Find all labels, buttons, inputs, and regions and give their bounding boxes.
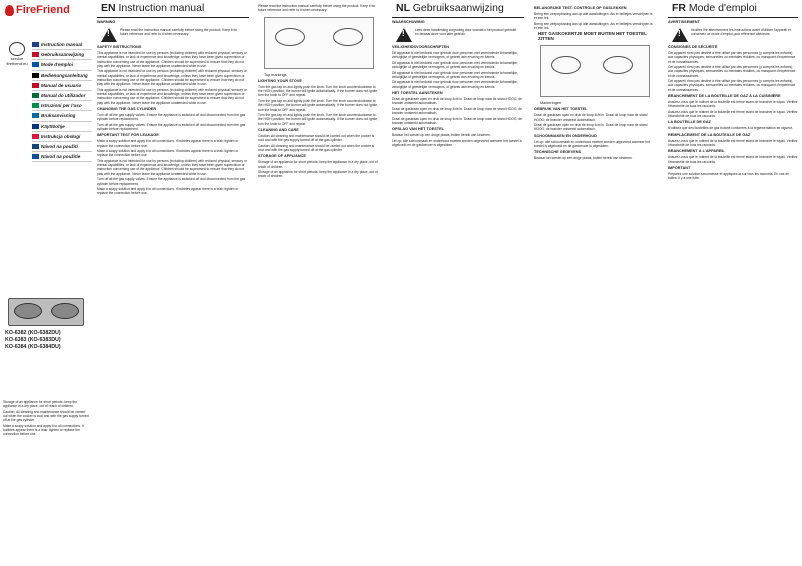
flag-icon xyxy=(32,144,39,149)
paragraph: Draai de gaskraan open en druk de knop licht in. Draai de knop naar de stand HOOG; de brander ontsteekt automatisch. xyxy=(392,106,522,116)
section-title xyxy=(97,0,249,18)
paragraph: Assurez-vous que le robinet de la bouteille est fermé avant de brancher le tuyau. Vérifiez l'étanchéité de tous les raccords. xyxy=(668,109,798,119)
paragraph: Please read the instruction manual carefully before using the product. Keep it for future reference and refer to it when necessary. xyxy=(258,4,376,13)
heading: WARNING xyxy=(97,20,116,24)
manual-language-label: Käyttöohje xyxy=(41,123,65,129)
heading: BELANGRIJKE TEST: CONTROLE OP GASLEKKEN xyxy=(534,6,627,10)
paragraph: Draai de gaskraan open en druk de knop licht in. Draai de knop naar de stand HOOG; de brander ontsteekt automatisch. xyxy=(392,116,522,125)
paragraph: This appliance is not intended for use by persons (including children) with reduced physical, sensory or mental capabilities, or lack of experience and knowledge, unless they have been given supervision or instruction concerning use of the appliance. Children should be supervised to ensure that they do not play with the appliance. Never leave the appliance unattended while in use. xyxy=(97,87,247,105)
legal-text: Caution: All cleaning and maintenance should be carried out when the cooker is cool and with the gas supply turned off at the gas cylinder. xyxy=(3,409,89,423)
paragraph: Let op: alle schoonmaak en onderhoud moeten worden uitgevoerd wanneer het toestel is afgekoeld en de gastoevoer is afgesloten. xyxy=(392,138,522,147)
paragraph: Make a soapy solution and apply it to all connections. If bubbles appear there is a leak: tighten or replace the connection before use. xyxy=(97,149,239,158)
manual-language-item xyxy=(32,152,92,162)
heading: CONSIGNES DE SÉCURITÉ xyxy=(668,45,718,49)
paragraph: Assurez-vous que le robinet de la bouteille est fermé avant de brancher le tuyau. Vérifiez l'étanchéité de tous les raccords. xyxy=(668,155,798,164)
burner-shape xyxy=(275,28,305,46)
paragraph: Draai de gaskraan open en druk de knop licht in. Draai de knop naar de stand HOOG; de brander ontsteekt automatisch. xyxy=(534,123,648,132)
french-section xyxy=(664,0,802,566)
paragraph: Préparez une solution savonneuse et appliquez-la sur tous les raccords. En cas de bulles, il y a une fuite. xyxy=(668,171,789,181)
flag-icon xyxy=(32,113,39,118)
paragraph: This appliance is not intended for use by persons (including children) with reduced physical, sensory or mental capabilities, or lack of experience and knowledge, unless they have been given supervision or instruction concerning use of the appliance. Children should be supervised to ensure that they do not play with the appliance. Never leave the appliance unattended while in use. xyxy=(97,69,247,87)
manual-language-item xyxy=(32,111,92,121)
warning-icon xyxy=(101,28,117,42)
paragraph: Make a soapy solution and apply it to all connections. If bubbles appear there is a leak: tighten or replace the connection before use. xyxy=(97,139,239,148)
paragraph: Storage of an appliance for short periods: keep the appliance in a dry place, out of reach of children. xyxy=(258,170,378,179)
flag-icon xyxy=(32,134,39,139)
paragraph: Turn off all the gas supply valves. Ensure the appliance is switched off and disconnected from the gas cylinder before replacement. xyxy=(97,112,246,122)
service-url: firefriend.eu xyxy=(6,60,28,66)
heading: WAARSCHUWING xyxy=(392,20,425,24)
english-section-continued xyxy=(254,0,384,566)
manual-language-item xyxy=(32,40,92,50)
paragraph: N'utilisez que des bouteilles de gaz butane conformes à la réglementation en vigueur. xyxy=(668,126,793,131)
burner-shape xyxy=(603,56,633,74)
manual-language-label: Manual do utilizador xyxy=(41,93,86,99)
cartridge-diagram xyxy=(540,45,650,97)
figure-label: Markeringen xyxy=(540,100,562,105)
warning-icon xyxy=(672,28,688,42)
paragraph: Dit apparaat is niet bedoeld voor gebruik door personen met verminderde lichamelijke, zintuiglijke of geestelijke vermogens, of gebrek aan ervaring en kennis. xyxy=(392,51,518,60)
model-item: KO-6384 (KO-6384DU) xyxy=(5,344,61,350)
heading: BRANCHEMENT DE LA BOUTEILLE DE GAZ À LA CUISINIÈRE xyxy=(668,94,781,99)
manual-language-item xyxy=(32,81,92,91)
heading: IMPORTANT TEST FOR LEAKAGE xyxy=(97,133,159,138)
legal-notes xyxy=(3,400,89,438)
manual-language-list xyxy=(32,40,92,162)
paragraph: Draai de gaskraan open en druk de knop licht in. Draai de knop naar de stand HOOG; de brander ontsteekt automatisch. xyxy=(534,113,648,122)
paragraph: Turn off all the gas supply valves. Ensure the appliance is switched off and disconnected from the gas cylinder before replacement. xyxy=(97,122,246,132)
heading: SAFETY INSTRUCTIONS xyxy=(97,45,142,49)
paragraph: Draai de gaskraan open en druk de knop licht in. Draai de knop naar de stand HOOG; de brander ontsteekt automatisch. xyxy=(392,96,522,106)
manual-language-item xyxy=(32,142,92,152)
manual-language-label: Mode d'emploi xyxy=(41,62,73,68)
heading: SCHOONMAKEN EN ONDERHOUD xyxy=(534,133,597,138)
heading: IMPORTANT xyxy=(668,165,691,170)
heading: AVERTISSEMENT xyxy=(668,20,700,24)
paragraph: Cet appareil n'est pas destiné à être utilisé par des personnes (y compris les enfants) aux capacités physiques, sensorielles ou mentales réduites, ou manquant d'expérience et de connaissances. xyxy=(668,51,796,64)
section-title xyxy=(668,0,798,18)
flag-icon xyxy=(32,52,39,57)
heading: OPSLAG VAN HET TOESTEL xyxy=(392,127,444,132)
flag-icon xyxy=(32,83,39,88)
brand-logo xyxy=(5,4,70,16)
stove-diagram xyxy=(264,17,374,69)
manual-language-item xyxy=(32,71,92,81)
heading: STORAGE OF APPLIANCE xyxy=(258,154,306,159)
service-label: service xyxy=(10,56,24,61)
flag-icon xyxy=(32,62,39,67)
flag-icon xyxy=(32,93,39,98)
flag-icon xyxy=(32,73,39,78)
warning-text: Lees deze handleiding zorgvuldig door voordat u het product gebruikt en bewaar deze voor later gebruik. xyxy=(415,28,517,37)
heading: VEILIGHEIDSVOORSCHRIFTEN xyxy=(392,45,449,49)
paragraph: Caution: All cleaning and maintenance should be carried out when the cooker is cool and with the gas supply turned off at the gas cylinder. xyxy=(258,133,375,143)
heading: CHANGING THE GAS CYLINDER xyxy=(97,106,157,111)
flag-icon xyxy=(32,103,39,108)
paragraph: Dit apparaat is niet bedoeld voor gebruik door personen met verminderde lichamelijke, zintuiglijke of geestelijke vermogens, of gebrek aan ervaring en kennis. xyxy=(392,70,518,79)
paragraph: Cet appareil n'est pas destiné à être utilisé par des personnes (y compris les enfants) aux capacités physiques, sensorielles ou mentales réduites, ou manquant d'expérience et de connaissances. xyxy=(668,65,796,78)
paragraph: Assurez-vous que le robinet de la bouteille est fermé avant de brancher le tuyau. Vérifiez l'étanchéité de tous les raccords. xyxy=(668,100,798,109)
burner-shape xyxy=(551,56,581,74)
manual-language-label: Instrukcja obsługi xyxy=(41,133,81,139)
section-title xyxy=(392,0,524,18)
heading: LA BOUTEILLE DE GAZ xyxy=(668,120,711,125)
english-section xyxy=(93,0,253,566)
model-item: KO-6383 (KO-6383DU) xyxy=(5,337,61,343)
manual-language-label: Instruction manual xyxy=(41,42,83,48)
cover-column xyxy=(0,0,93,566)
flag-icon xyxy=(32,154,39,159)
paragraph: Bewaar het toestel op een droge plaats, buiten bereik van kinderen. xyxy=(392,133,491,138)
flag-icon xyxy=(32,124,39,129)
paragraph: Turn off all the gas supply valves. Ensure the appliance is switched off and disconnected from the gas cylinder before replacement. xyxy=(97,177,246,186)
paragraph: Breng een zeepoplossing aan op alle aansluitingen. Als er belletjes verschijnen is er een lek. xyxy=(534,21,653,31)
manual-language-item xyxy=(32,60,92,70)
paragraph: Caution: All cleaning and maintenance should be carried out when the cooker is cool and with the gas supply turned off at the gas cylinder. xyxy=(258,143,375,153)
lang-code: FR xyxy=(672,2,686,14)
note: HET GASKOKERTJE MOET BUITEN HET TOESTEL ZITTEN xyxy=(538,31,647,41)
heading: LIGHTING YOUR STOVE xyxy=(258,78,302,83)
legal-text: Make a soapy solution and apply it to all connections. If bubbles appear there is a leak: tighten or replace the connection before use. xyxy=(3,423,84,437)
section-title-text: Mode d'emploi xyxy=(688,2,757,14)
flame-icon xyxy=(5,5,14,16)
manual-language-label: Bruksanvisning xyxy=(41,113,76,119)
figure-label: Top markings xyxy=(264,72,287,77)
warning-text: Please read the instruction manual carefully before using the product. Keep it for future reference and refer to it when necessary. xyxy=(120,28,238,37)
paragraph: Assurez-vous que le robinet de la bouteille est fermé avant de brancher le tuyau. Vérifiez l'étanchéité de tous les raccords. xyxy=(668,138,798,148)
section-title-text: Gebruiksaanwijzing xyxy=(412,2,504,14)
stove-illustration xyxy=(8,298,84,326)
dutch-section-continued xyxy=(530,0,660,566)
paragraph: This appliance is not intended for use by persons (including children) with reduced physical, sensory or mental capabilities, or lack of experience and knowledge, unless they have been given supervision or instruction concerning use of the appliance. Children should be supervised to ensure that they do not play with the appliance. Never leave the appliance unattended while in use. xyxy=(97,158,247,176)
service-badge xyxy=(4,42,30,66)
paragraph: Storage of an appliance for short periods: keep the appliance in a dry place, out of reach of children. xyxy=(258,160,378,169)
manual-language-label: Návod na použitie xyxy=(41,154,81,160)
burner-shape xyxy=(333,28,363,46)
heading: TECHNISCHE GEGEVENS xyxy=(534,150,582,155)
manual-language-label: Bedienungsanleitung xyxy=(41,72,88,78)
paragraph: Dit apparaat is niet bedoeld voor gebruik door personen met verminderde lichamelijke, zintuiglijke of geestelijke vermogens, of gebrek aan ervaring en kennis. xyxy=(392,60,518,70)
paragraph: Let op: alle schoonmaak en onderhoud moeten worden uitgevoerd wanneer het toestel is afgekoeld en de gastoevoer is afgesloten. xyxy=(534,139,651,148)
manual-language-item xyxy=(32,101,92,111)
lang-code: NL xyxy=(396,2,410,14)
legal-text: Storage of an appliance for short periods: keep the appliance in a dry place, out of reach of children. xyxy=(3,400,78,409)
manual-language-label: Istruzioni per l'uso xyxy=(41,103,82,109)
manual-language-item xyxy=(32,50,92,60)
manual-language-item xyxy=(32,122,92,132)
paragraph: Dit apparaat is niet bedoeld voor gebruik door personen met verminderde lichamelijke, zintuiglijke of geestelijke vermogens, of gebrek aan ervaring en kennis. xyxy=(392,80,518,89)
paragraph: Cet appareil n'est pas destiné à être utilisé par des personnes (y compris les enfants) aux capacités physiques, sensorielles ou mentales réduites, ou manquant d'expérience et de connaissances. xyxy=(668,79,796,92)
manual-language-label: Návod na použití xyxy=(41,143,78,149)
heading: BRANCHEMENT À L'APPAREIL xyxy=(668,149,725,154)
paragraph: Make a soapy solution and apply it to all connections. If bubbles appear there is a leak: tighten or replace the connection before use. xyxy=(97,187,239,196)
heading: GEBRUIK VAN HET TOESTEL xyxy=(534,107,588,112)
paragraph: Turn the gas tap on and lightly push the knob. Turn the knob counterclockwise to the HIGH position; the burner will ignite automatically. If the burner does not ignite, turn the knob to OFF and repeat. xyxy=(258,113,378,126)
heading: REMPLACEMENT DE LA BOUTEILLE DE GAZ xyxy=(668,132,751,137)
manual-language-item xyxy=(32,91,92,101)
heading: HET TOESTEL AANSTEKEN xyxy=(392,90,443,95)
manual-language-item xyxy=(32,132,92,142)
warning-text: Veuillez lire attentivement les instructions avant d'utiliser l'appareil et conservez ce mode d'emploi pour référence ultérieure. xyxy=(691,28,791,37)
heading: CLEANING AND CARE xyxy=(258,127,299,132)
flag-icon xyxy=(32,42,39,47)
brand-name: FireFriend xyxy=(16,4,70,16)
manual-language-label: Gebruiksaanwijzing xyxy=(41,52,85,58)
paragraph: Bewaar het toestel op een droge plaats, buiten bereik van kinderen. xyxy=(534,156,633,161)
model-item: KO-6382 (KO-6382DU) xyxy=(5,330,61,336)
service-icon xyxy=(9,42,25,56)
paragraph: Turn the gas tap on and lightly push the knob. Turn the knob counterclockwise to the HIGH position; the burner will ignite automatically. If the burner does not ignite, turn the knob to OFF and repeat. xyxy=(258,98,378,112)
paragraph: Turn the gas tap on and lightly push the knob. Turn the knob counterclockwise to the HIGH position; the burner will ignite automatically. If the burner does not ignite, turn the knob to OFF and repeat. xyxy=(258,84,378,98)
warning-icon xyxy=(396,28,412,42)
manual-language-label: Manual de usuario xyxy=(41,82,82,88)
section-title-text: Instruction manual xyxy=(118,2,205,14)
paragraph: Breng een zeepoplossing aan op alle aansluitingen. Als er belletjes verschijnen is er een lek. xyxy=(534,12,653,21)
paragraph: This appliance is not intended for use by persons (including children) with reduced physical, sensory or mental capabilities, or lack of experience and knowledge, unless they have been given supervision or instruction concerning use of the appliance. Children should be supervised to ensure that they do not play with the appliance. Never leave the appliance unattended while in use. xyxy=(97,51,247,68)
lang-code: EN xyxy=(101,2,116,14)
model-list xyxy=(5,330,61,351)
dutch-section xyxy=(388,0,528,566)
